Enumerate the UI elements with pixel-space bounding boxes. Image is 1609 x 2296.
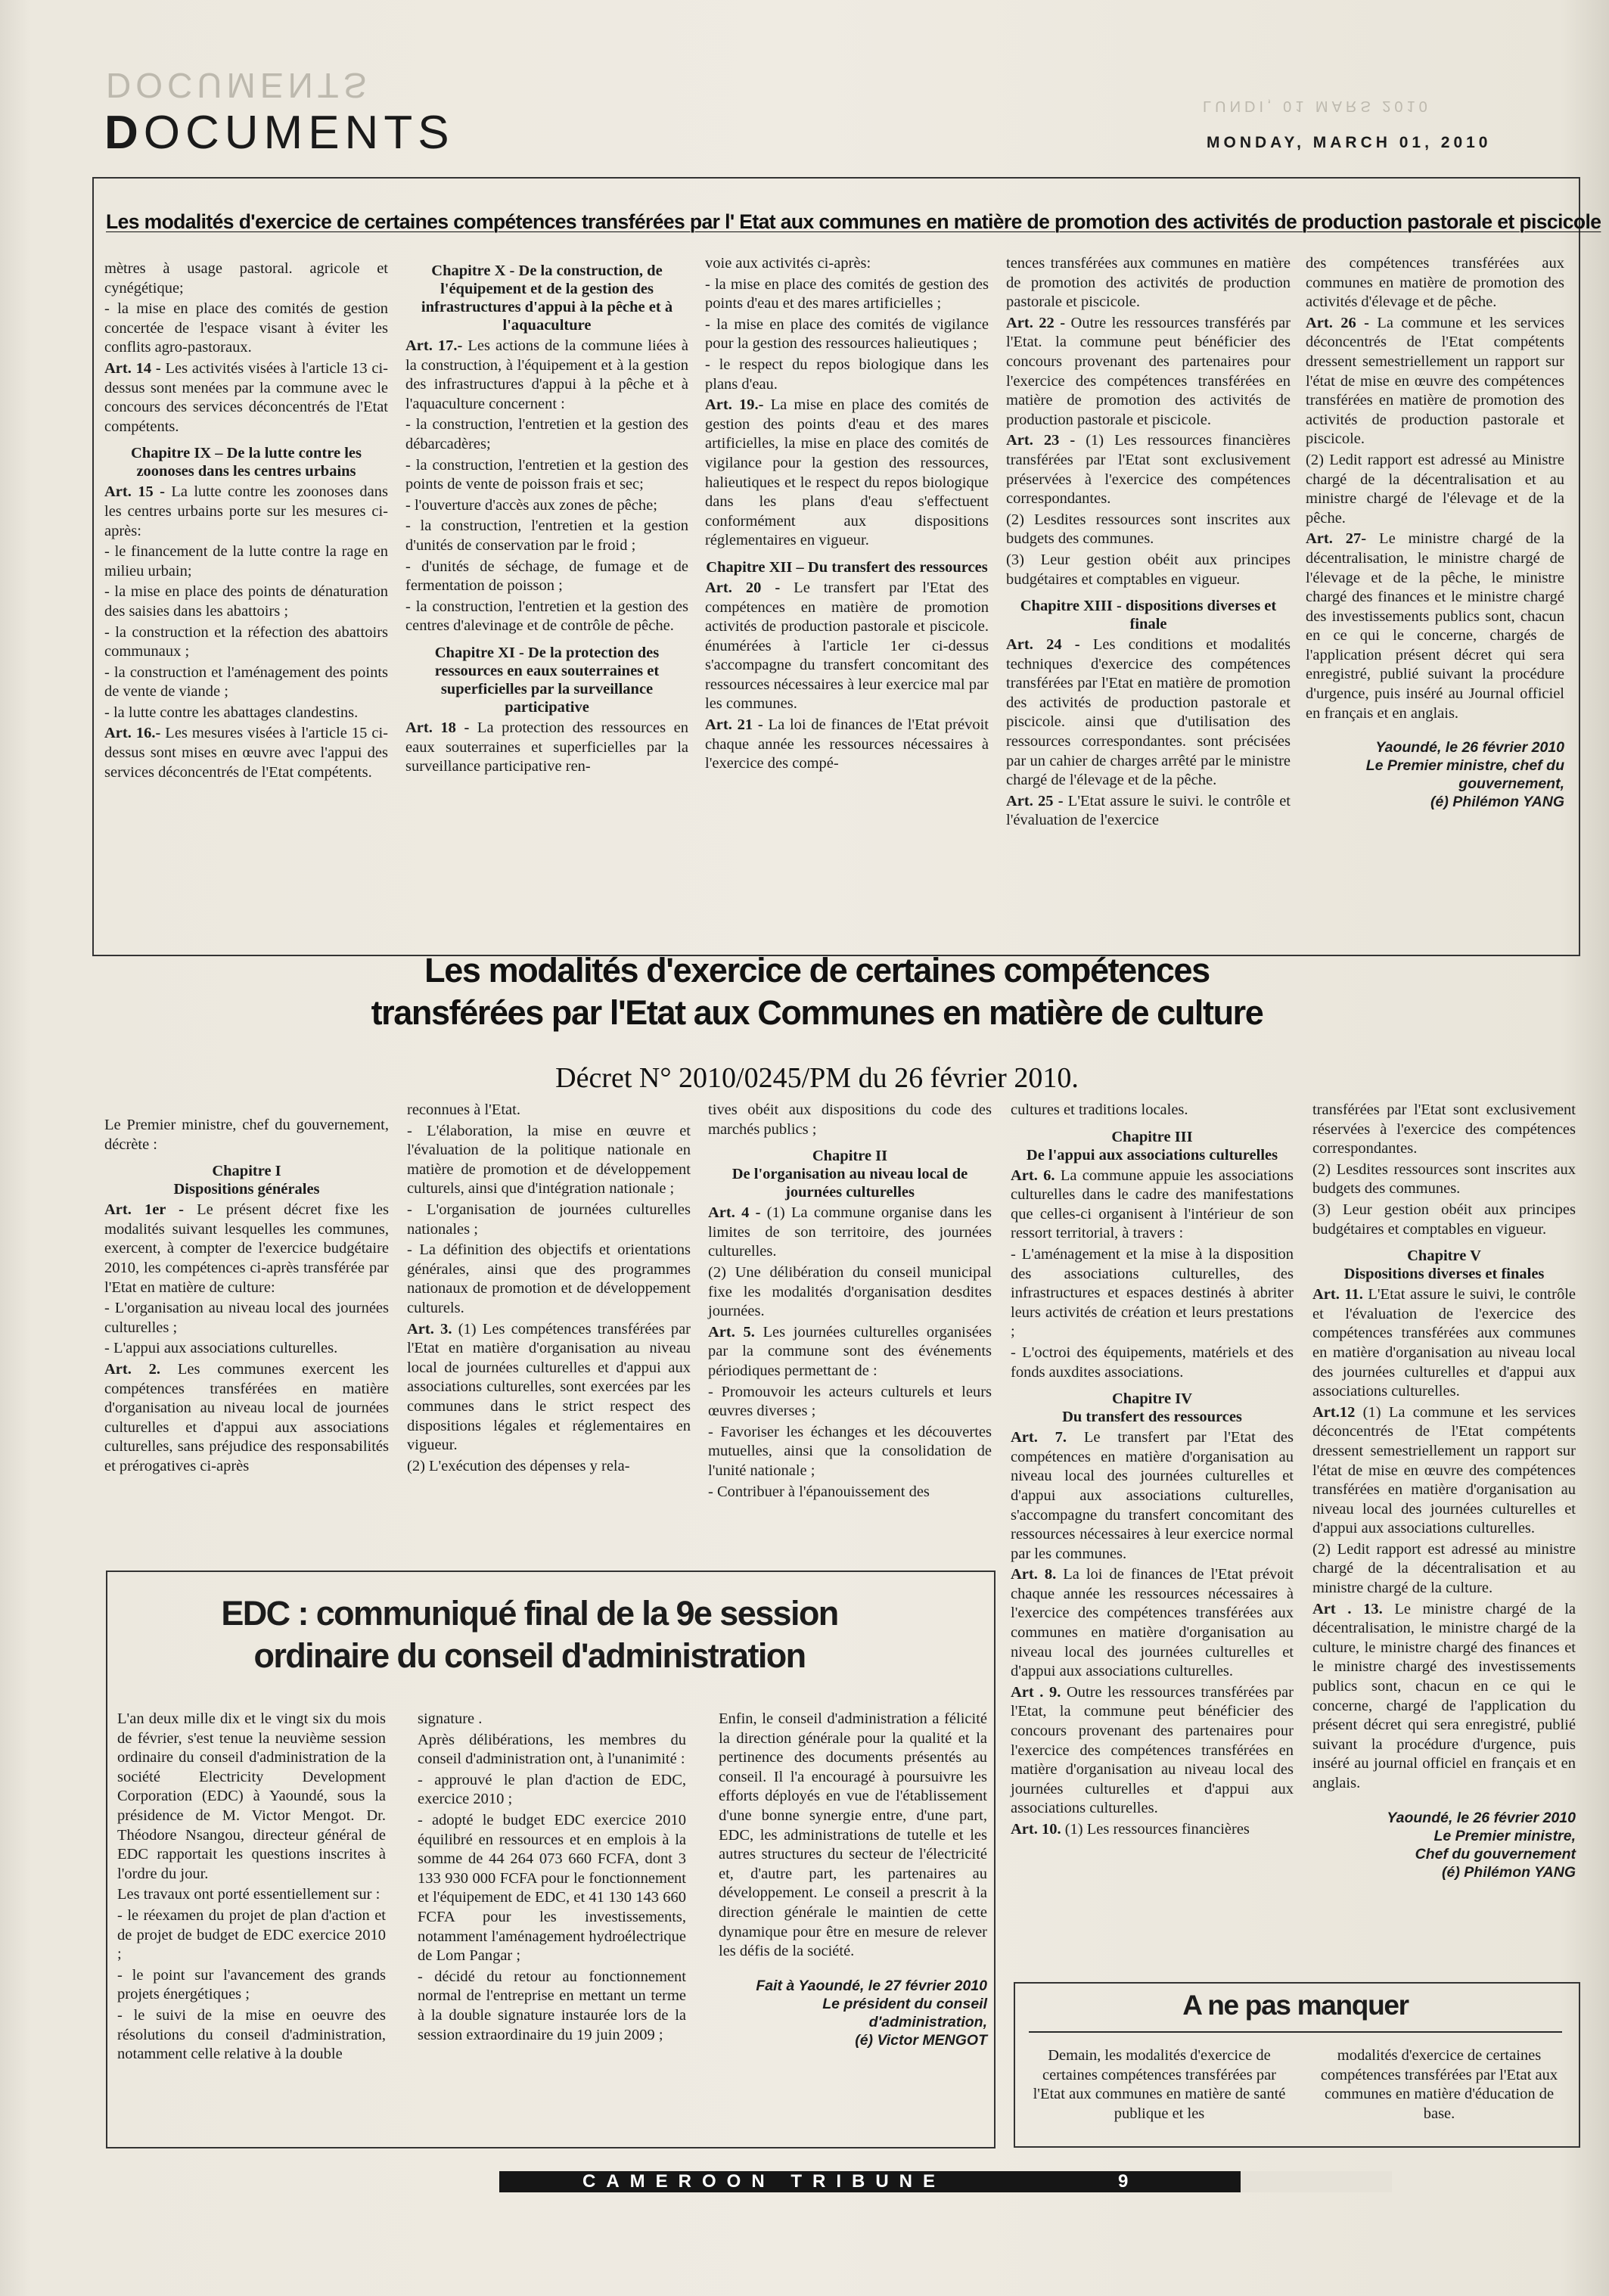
article-number: Art. 25 -	[1006, 792, 1064, 809]
paragraph: - le réexamen du projet de plan d'action et de projet de budget de EDC exercice 2010 ;	[117, 1906, 386, 1963]
edc-communique-title	[151, 1592, 908, 1677]
article-paragraph: Art. 15 - La lutte contre les zoonoses dans les centres urbains porte sur les mesures ci-après:	[104, 483, 389, 539]
article-paragraph: Art. 4 - (1) La commune organise dans les limites de son territoire, des journées culturelles.	[708, 1204, 992, 1260]
paragraph: (3) Leur gestion obéit aux principes budgétaires et comptables en vigueur.	[1312, 1201, 1576, 1238]
article-paragraph: Art. 3. (1) Les compétences transférées par l'Etat en matière d'organisation au niveau local de journées culturelles et d'appui aux associations culturelles, sont exercées par les communes dans le strict respect des dispositions légales et réglementaires en vigueur.	[407, 1320, 691, 1454]
bleed-texture	[1586, 923, 1609, 1437]
article-number: Art. 26 -	[1306, 314, 1369, 331]
article-paragraph: Art. 20 - Le transfert par l'Etat des compétences en matière de promotion activités de production pastorale et piscicole. énumérées à l'article 1er ci-dessus s'accompagne du transfert concomitant des ressources nécessaires à leur exercice mal par les communes.	[705, 579, 989, 713]
chapter-heading: Chapitre X - De la construction, de l'équipement et de la gestion des infrastructures d'appui à la pêche et à l'aquaculture	[421, 263, 673, 334]
page-number: 9	[1118, 2171, 1129, 2192]
paragraph: - La définition des objectifs et orientations générales, ainsi que des programmes nationaux de promotion et de développement culturels.	[407, 1241, 691, 1316]
article-number: Art. 6.	[1011, 1167, 1055, 1184]
article-paragraph: Art. 6. La commune appuie les associations culturelles dans le cadre des manifestations que celles-ci organisent à l'intérieur de son ressort territorial, à travers :	[1011, 1167, 1294, 1242]
chapter-heading: Chapitre IV Du transfert des ressources	[1062, 1390, 1242, 1426]
headline-line-2: transférées par l'Etat aux Communes en matière de culture	[371, 993, 1263, 1032]
paragraph: - la mise en place des comités de gestion concertée de l'espace visant à éviter les conflits agro-pastoraux.	[104, 300, 388, 356]
article-number: Art. 19.-	[705, 396, 764, 414]
footer-masthead-bar	[499, 2171, 1241, 2192]
article-paragraph: Art. 14 - Les activités visées à l'article 13 ci-dessus sont menées par la commune avec le concours des services déconcentrés de l'Etat compétents.	[104, 359, 388, 435]
paragraph: - la mise en place des points de dénaturation des saisies dans les abattoirs ;	[104, 583, 388, 620]
paragraph: - la construction, l'entretien et la gestion d'unités de conservation par le froid ;	[405, 517, 688, 554]
article-number: Art. 11.	[1312, 1286, 1363, 1303]
article-pastorale-column-4	[1006, 254, 1291, 832]
masthead-name: CAMEROON TRIBUNE	[582, 2171, 946, 2192]
paragraph: (2) Lesdites ressources sont inscrites aux budgets des communes.	[1006, 511, 1291, 548]
paragraph: (2) Ledit rapport est adressé au ministre chargé de la décentralisation et au ministre chargé de la culture.	[1312, 1540, 1576, 1597]
paragraph: - la construction, l'entretien et la gestion des débarcadères;	[405, 416, 688, 452]
paragraph: - L'octroi des équipements, matériels et des fonds auxdites associations.	[1011, 1344, 1294, 1381]
paragraph: (3) Leur gestion obéit aux principes budgétaires et comptables en vigueur.	[1006, 551, 1291, 588]
paragraph: - la mise en place des comités de gestion des points d'eau et des mares artificielles ;	[705, 275, 989, 312]
paragraph: Après délibérations, les membres du conseil d'administration ont, à l'unanimité :	[418, 1731, 686, 1768]
article-paragraph: Art. 25 - L'Etat assure le suivi. le contrôle et l'évaluation de l'exercice	[1006, 792, 1291, 829]
paragraph: signature .	[418, 1710, 483, 1727]
article-paragraph: Art. 7. Le transfert par l'Etat des compétences en matière d'organisation au niveau local des journées culturelles et d'appui aux associations culturelles, s'accompagne du transfert concomitant des ressources nécessaires à leur exercice normal par les communes.	[1011, 1429, 1294, 1562]
article-paragraph: Art. 16.- Les mesures visées à l'article 15 ci-dessus sont mises en œuvre avec l'appui des services déconcentrés de l'Etat compétents.	[104, 725, 388, 781]
article-number: Art. 7.	[1011, 1429, 1067, 1446]
article-number: Art. 27-	[1306, 530, 1367, 548]
article-pastorale-column-2	[405, 254, 688, 778]
paragraph: reconnues à l'Etat.	[407, 1101, 520, 1118]
paragraph: - la lutte contre les abattages clandestins.	[104, 704, 359, 721]
article-paragraph: Art. 19.- La mise en place des comités de gestion des points d'eau et des mares artificielles, la mise en place des comités de vigilance pour la gestion des ressources, halieutiques et le respect du repos biologique dans les plans d'eau s'effectuent conformément aux dispositions réglementaires en vigueur.	[705, 396, 989, 549]
a-ne-pas-manquer-title: A ne pas manquer	[1182, 1990, 1409, 2021]
a-ne-pas-manquer-text-2: modalités d'exercice de certaines compétences transférées par l'Etat aux communes en matière d'éducation de base.	[1320, 2047, 1558, 2122]
article-number: Art.12	[1312, 1403, 1356, 1421]
chapter-heading: Chapitre II De l'organisation au niveau local de journées culturelles	[732, 1148, 968, 1201]
paragraph: - d'unités de séchage, de fumage et de fermentation de poisson ;	[405, 558, 688, 595]
paragraph: - L'aménagement et la mise à la disposition des associations culturelles, des infrastructures et espaces destinés à abriter leurs activités de création et leurs prestations ;	[1011, 1245, 1294, 1341]
article-paragraph: Art. 18 - La protection des ressources en eaux souterraines et superficielles par la surveillance participative ren-	[405, 719, 689, 775]
article-pastorale-column-1	[104, 259, 388, 784]
article-paragraph: Art. 17.- Les actions de la commune liées à la construction, à l'équipement et à la gestion des infrastructures d'appui à la pêche et à l'aquaculture concernent :	[405, 337, 688, 412]
chapter-heading: Chapitre IX – De la lutte contre les zoonoses dans les centres urbains	[131, 445, 362, 480]
article-paragraph: Art. 21 - La loi de finances de l'Etat prévoit chaque année les ressources nécessaires à l'exercice des compé-	[705, 716, 989, 772]
article-number: Art. 21 -	[705, 716, 763, 734]
article-paragraph: Art.12 (1) La commune et les services déconcentrés de l'Etat compétents dressent semestriellement un rapport sur l'état de mise en œuvre des compétences transférées en matière d'organisation au niveau local des journées culturelles et d'appui aux associations culturelles.	[1312, 1403, 1576, 1537]
paragraph: cultures et traditions locales.	[1011, 1101, 1188, 1118]
paragraph: - la mise en place des comités de vigilance pour la gestion des ressources halieutiques ;	[705, 315, 989, 353]
paragraph: - l'ouverture d'accès aux zones de pêche;	[405, 496, 657, 514]
paragraph: - la construction et l'aménagement des points de vente de viande ;	[104, 663, 388, 701]
article-number: Art. 18 -	[405, 719, 470, 736]
edc-column-1	[117, 1710, 386, 2066]
paragraph: - adopté le budget EDC exercice 2010 équilibré en ressources et en emplois à la somme de 44 264 073 660 FCFA, dont 3 133 930 000 FCFA pour le fonctionnement et l'équipement de EDC, et 41 130 143 660 FCFA pour les investissements, notamment l'aménagement hydroélectrique de Lom Pangar ;	[418, 1811, 686, 1965]
article-paragraph: Art. 8. La loi de finances de l'Etat prévoit chaque année les ressources nécessaires à l'exercice des compétences transférées aux communes en matière d'organisation au niveau local des journées culturelles et d'appui aux associations culturelles.	[1011, 1566, 1294, 1680]
paragraph: Enfin, le conseil d'administration a félicité la direction générale pour la qualité et la pertinence des documents présentés au conseil. Il l'a encouragé à poursuivre les efforts déployés en vue de l'établissement d'une bonne synergie entre, d'une part, EDC, les administrations de tutelle et les autres structures du secteur de l'électricité et, d'autre part, les partenaires au développement. Le conseil a prescrit à la direction générale le maintien de cette dynamique pour être en mesure de relever les défis de la société.	[719, 1710, 987, 1960]
paragraph: (2) Ledit rapport est adressé au Ministre chargé de la décentralisation et au ministre chargé de l'élevage et de la pêche.	[1306, 451, 1564, 527]
article-paragraph: Art. 23 - (1) Les ressources financières transférées par l'Etat sont exclusivement préservées à l'exercice des compétences correspondantes.	[1006, 432, 1291, 508]
article-number: Art . 13.	[1312, 1600, 1383, 1617]
article-pastorale-title: Les modalités d'exercice de certaines compétences transférées par l' Etat aux communes en matière de promotion des activités de production pastorale et piscicole	[106, 210, 1601, 233]
article-culture-column-3	[708, 1101, 992, 1503]
article-number: Art . 9.	[1011, 1683, 1061, 1701]
article-number: Art. 5.	[708, 1323, 755, 1341]
paragraph: - la construction, l'entretien et la gestion des centres d'alevinage et de contrôle de pêche.	[405, 598, 688, 635]
edc-column-3	[719, 1710, 987, 2049]
article-number: Art. 23 -	[1006, 432, 1076, 449]
paragraph: - le point sur l'avancement des grands projets énergétiques ;	[117, 1966, 386, 2003]
show-through-date: LUNDI, 01 MARS 2010	[1203, 98, 1431, 114]
paragraph: voie aux activités ci-après:	[705, 255, 871, 272]
chapter-heading: Chapitre I Dispositions générales	[173, 1163, 320, 1198]
footer-fade	[1241, 2171, 1392, 2192]
paragraph: mètres à usage pastoral. agricole et cynégétique;	[104, 260, 388, 297]
signature-block: Yaoundé, le 26 février 2010 Le Premier ministre, Chef du gouvernement (é) Philémon YANG	[1387, 1809, 1576, 1881]
article-paragraph: Art. 5. Les journées culturelles organisées par la commune sont des événements périodiques permettant de :	[708, 1323, 992, 1379]
article-culture-headline	[303, 949, 1331, 1034]
edc-column-2	[418, 1710, 686, 2046]
paragraph: - L'élaboration, la mise en œuvre et l'évaluation de la politique nationale en matière de promotion et de développement culturels, ainsi que d'intégration nationale ;	[407, 1122, 691, 1198]
chapter-heading: Chapitre XIII - dispositions diverses et finale	[1020, 598, 1277, 633]
section-title: DOCUMENTS	[104, 107, 455, 159]
paragraph: - décidé du retour au fonctionnement normal de l'entreprise en mettant un terme à la double signature instaurée lors de la session extraordinaire du 19 juin 2009 ;	[418, 1968, 686, 2043]
article-number: Art. 20 -	[705, 579, 781, 596]
paragraph: - la construction et la réfection des abattoirs communaux ;	[104, 623, 388, 660]
article-number: Art. 8.	[1011, 1566, 1057, 1583]
paragraph: - le respect du repos biologique dans les plans d'eau.	[705, 356, 989, 393]
headline-line-1: Les modalités d'exercice de certaines compétences	[424, 951, 1210, 990]
edc-title-line-1: EDC : communiqué final de la 9e session	[221, 1594, 838, 1633]
paragraph: - Promouvoir les acteurs culturels et leurs œuvres diverses ;	[708, 1383, 992, 1420]
signature-block: Fait à Yaoundé, le 27 février 2010 Le président du conseil d'administration, (é) Victor MENGOT	[756, 1977, 987, 2049]
a-ne-pas-manquer-text-1: Demain, les modalités d'exercice de certaines compétences transférées par l'Etat aux communes en matière de santé publique et les	[1033, 2047, 1286, 2122]
article-culture-column-4	[1011, 1101, 1294, 1841]
article-paragraph: Art. 1er - Le présent décret fixe les modalités suivant lesquelles les communes, exercent, à compter de l'exercice budgétaire 2010, les compétences ci-après transférée par l'Etat en matière de culture:	[104, 1201, 390, 1296]
article-paragraph: Art. 2. Les communes exercent les compétences transférées en matière d'organisation au niveau local de journées culturelles et d'appui aux associations culturelles, sans préjudice des responsabilités et prérogatives ci-après	[104, 1360, 389, 1474]
edc-title-line-2: ordinaire du conseil d'administration	[253, 1636, 806, 1675]
paragraph: - le financement de la lutte contre la rage en milieu urbain;	[104, 543, 388, 579]
article-number: Art. 3.	[407, 1320, 452, 1338]
article-paragraph: Art. 10. (1) Les ressources financières	[1011, 1821, 1250, 1838]
paragraph: des compétences transférées aux communes en matière de promotion des activités d'élevage et de pêche.	[1306, 255, 1564, 311]
paragraph: (2) L'exécution des dépenses y rela-	[407, 1457, 630, 1474]
article-number: Art. 2.	[104, 1360, 161, 1378]
show-through-section: DOCUMENTS	[106, 66, 371, 105]
article-number: Art. 15 -	[104, 483, 165, 501]
article-number: Art. 16.-	[104, 725, 161, 742]
article-paragraph: Art. 22 - Outre les ressources transférés par l'Etat. la commune peut bénéficier des concours provenant des partenaires pour l'exercice des compétences transférées en matière de promotion des activités de production pastorale et piscicole.	[1006, 314, 1291, 428]
article-number: Art. 24 -	[1006, 636, 1080, 654]
paragraph: - approuvé le plan d'action de EDC, exercice 2010 ;	[418, 1771, 686, 1808]
article-paragraph: Art. 27- Le ministre chargé de la décentralisation, le ministre chargé de l'élevage et de la pêche, le ministre chargé des finances et le ministre chargé des investissements publics sont, chacun en ce qui le concerne, chargés de l'application présent décret qui sera enregistré, publié suivant la procédure d'urgence, puis inséré au Journal officiel en français et en anglais.	[1306, 530, 1565, 722]
chapter-heading: Chapitre XI - De la protection des ressources en eaux souterraines et superficielles par la surveillance participative	[434, 644, 660, 716]
divider	[1029, 2031, 1562, 2033]
paragraph: tences transférées aux communes en matière de promotion des activités de production pastorale et piscicole.	[1006, 255, 1291, 311]
paragraph: - Favoriser les échanges et les découvertes mutuelles, ainsi que la consolidation de l'unité nationale ;	[708, 1423, 992, 1479]
article-number: Art. 22 -	[1006, 314, 1066, 331]
article-number: Art. 4 -	[708, 1204, 761, 1222]
paragraph: tives obéit aux dispositions du code des marchés publics ;	[708, 1101, 992, 1138]
paragraph: transférées par l'Etat sont exclusivement réservées à l'exercice des compétences correspondantes.	[1312, 1101, 1576, 1157]
section-title-rest: OCUMENTS	[143, 107, 455, 159]
paragraph: - L'organisation au niveau local des journées culturelles ;	[104, 1300, 389, 1336]
paragraph: (2) Une délibération du conseil municipal fixe les modalités d'organisation desdites journées.	[708, 1263, 992, 1320]
article-paragraph: Art. 26 - La commune et les services déconcentrés de l'Etat compétents dressent semestriellement un rapport sur l'état de mise en œuvre des compétences transférées en matière de promotion des activités de production pastorale et piscicole.	[1306, 314, 1564, 448]
paragraph: Les travaux ont porté essentiellement sur :	[117, 1886, 381, 1903]
signature-block: Yaoundé, le 26 février 2010 Le Premier ministre, chef du gouvernement, (é) Philémon YANG	[1365, 739, 1564, 811]
article-number: Art. 10.	[1011, 1821, 1061, 1838]
article-pastorale-column-3	[705, 254, 989, 775]
article-number: Art. 1er -	[104, 1201, 184, 1219]
paragraph: - la construction, l'entretien et la gestion des points de vente de poisson frais et sec;	[405, 456, 688, 493]
chapter-heading: Chapitre XII – Du transfert des ressources	[706, 558, 988, 576]
chapter-heading: Chapitre III De l'appui aux associations culturelles	[1026, 1128, 1278, 1164]
paragraph: Le Premier ministre, chef du gouvernement, décrète :	[104, 1117, 389, 1153]
article-paragraph: Art. 11. L'Etat assure le suivi, le contrôle et l'évaluation de l'exercice des compétences transférées aux communes en matière d'organisation au niveau local des journées culturelles et d'appui aux associations culturelles.	[1312, 1286, 1576, 1400]
paragraph: - L'appui aux associations culturelles.	[104, 1340, 338, 1357]
article-number: Art. 14 -	[104, 359, 161, 377]
chapter-heading: Chapitre V Dispositions diverses et finales	[1343, 1247, 1545, 1283]
article-paragraph: Art. 24 - Les conditions et modalités techniques d'exercice des compétences transférées par l'Etat en matière de promotion des activités de production pastorale et piscicole. ainsi que d'utilisation des ressources correspondantes. sont précisées par un cahier de charges arrêté par le ministre chargé de l'élevage et de la pêche.	[1006, 636, 1291, 789]
article-pastorale-column-5	[1306, 254, 1564, 811]
paragraph: (2) Lesdites ressources sont inscrites aux budgets des communes.	[1312, 1160, 1576, 1198]
paragraph: - L'organisation de journées culturelles nationales ;	[407, 1201, 691, 1238]
paragraph: - Contribuer à l'épanouissement des	[708, 1483, 930, 1500]
article-culture-column-5	[1312, 1101, 1576, 1881]
article-culture-column-1	[104, 1116, 389, 1478]
paragraph: - le suivi de la mise en oeuvre des résolutions du conseil d'administration, notamment celle relative à la double	[117, 2006, 386, 2063]
article-paragraph: Art . 13. Le ministre chargé de la décentralisation, le ministre chargé de la culture, le ministre chargé des finances et le ministre chargé des investissements publics sont, chacun en ce qui le concerne, chargé de l'application du présent décret qui sera enregistré, publié suivant la procédure d'urgence, puis inséré au journal officiel en français et en anglais.	[1312, 1600, 1576, 1791]
paragraph: L'an deux mille dix et le vingt six du mois de février, s'est tenue la neuvième session ordinaire du conseil d'administration de la société Electricity Development Corporation (EDC) à Yaoundé, sous la présidence de M. Victor Mengot. Dr. Théodore Nsangou, directeur général de EDC rapportait les questions inscrites à l'ordre du jour.	[117, 1710, 386, 1882]
article-number: Art. 17.-	[405, 337, 463, 354]
article-culture-decree: Décret N° 2010/0245/PM du 26 février 2010.	[555, 1062, 1079, 1094]
article-paragraph: Art . 9. Outre les ressources transférées par l'Etat, la commune peut bénéficier des concours provenant des partenaires pour l'exercice des compétences transférées en matière d'organisation au niveau local des journées culturelles et d'appui aux associations culturelles.	[1011, 1683, 1294, 1817]
article-culture-column-2	[407, 1101, 691, 1477]
issue-date: MONDAY, MARCH 01, 2010	[1207, 134, 1492, 151]
